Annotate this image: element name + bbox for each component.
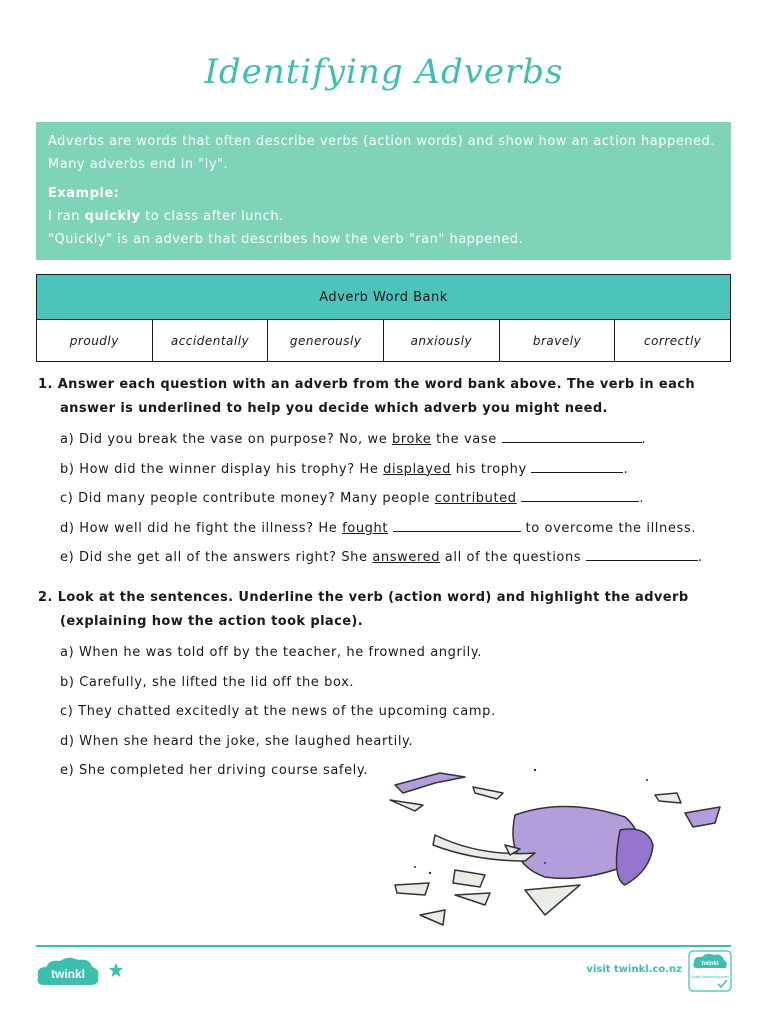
word-bank-cell: correctly: [643, 334, 702, 348]
example-sentence: I ran quickly to class after lunch.: [48, 209, 284, 224]
underlined-verb: displayed: [383, 461, 451, 477]
visit-website-link[interactable]: visit twinkl.co.nz: [586, 964, 682, 975]
twinkl-logo[interactable]: [36, 955, 100, 989]
question-2-item: b) Carefully, she lifted the lid off the box.: [60, 674, 355, 690]
question-1: [38, 373, 718, 573]
question-1-item: e) Did she get all of the answers right? She answered all of the questions .: [60, 550, 703, 565]
badge-brand: twinkl: [701, 961, 719, 967]
example-title: Example:: [48, 186, 120, 201]
underlined-verb: answered: [372, 550, 441, 565]
question-2-heading: 2. Look at the sentences. Underline the verb (action word) and highlight the adverb (explaining how the action took place).: [38, 590, 689, 629]
broken-vase-illustration: [385, 765, 730, 935]
word-bank-cell: generously: [268, 320, 384, 362]
question-2-item: a) When he was told off by the teacher, he frowned angrily.: [60, 645, 483, 660]
question-2-item: c) They chatted excitedly at the news of the upcoming camp.: [60, 704, 496, 719]
answer-blank[interactable]: [521, 489, 639, 502]
underlined-verb: fought: [342, 520, 389, 536]
word-bank-row: [37, 320, 730, 362]
question-2: [38, 586, 718, 786]
word-bank-cell: proudly: [37, 320, 153, 362]
quality-badge: [688, 950, 732, 992]
page-title: Identifying Adverbs: [204, 52, 564, 92]
word-bank-table: [36, 274, 731, 362]
question-2-item: e) She completed her driving course safely.: [60, 763, 369, 778]
intro-line-1: Adverbs are words that often describe verbs (action words) and show how an action happened.: [48, 134, 715, 149]
intro-line-2: Many adverbs end in "ly".: [48, 157, 229, 172]
question-1-item: a) Did you break the vase on purpose? No, we broke the vase .: [60, 432, 647, 447]
footer-rule: [36, 945, 731, 947]
badge-text: Quality Standard Approved: [690, 975, 730, 979]
example-adverb: quickly: [84, 209, 141, 224]
word-bank-cell: accidentally: [153, 320, 269, 362]
answer-blank[interactable]: [393, 519, 521, 532]
answer-blank[interactable]: [531, 460, 623, 473]
twinkl-logo-text: twinkl: [50, 967, 86, 981]
question-2-item: d) When she heard the joke, she laughed heartily.: [60, 733, 414, 749]
answer-blank[interactable]: [586, 548, 698, 561]
star-icon: [108, 962, 124, 978]
underlined-verb: broke: [392, 432, 432, 447]
answer-blank[interactable]: [502, 430, 642, 443]
word-bank-cell: anxiously: [384, 320, 500, 362]
word-bank-cell: bravely: [500, 320, 616, 362]
question-1-item: c) Did many people contribute money? Many people contributed .: [60, 491, 645, 506]
question-1-heading: 1. Answer each question with an adverb from the word bank above. The verb in each answer is underlined to help you decide which adverb you might need.: [38, 377, 696, 416]
word-bank-title: Adverb Word Bank: [37, 275, 730, 320]
question-1-item: d) How well did he fight the illness? He fought to overcome the illness.: [60, 520, 696, 536]
question-1-item: b) How did the winner display his trophy? He displayed his trophy .: [60, 461, 629, 477]
example-note: "Quickly" is an adverb that describes how the verb "ran" happened.: [48, 232, 524, 247]
intro-box: [36, 122, 731, 260]
underlined-verb: contributed: [434, 491, 517, 506]
